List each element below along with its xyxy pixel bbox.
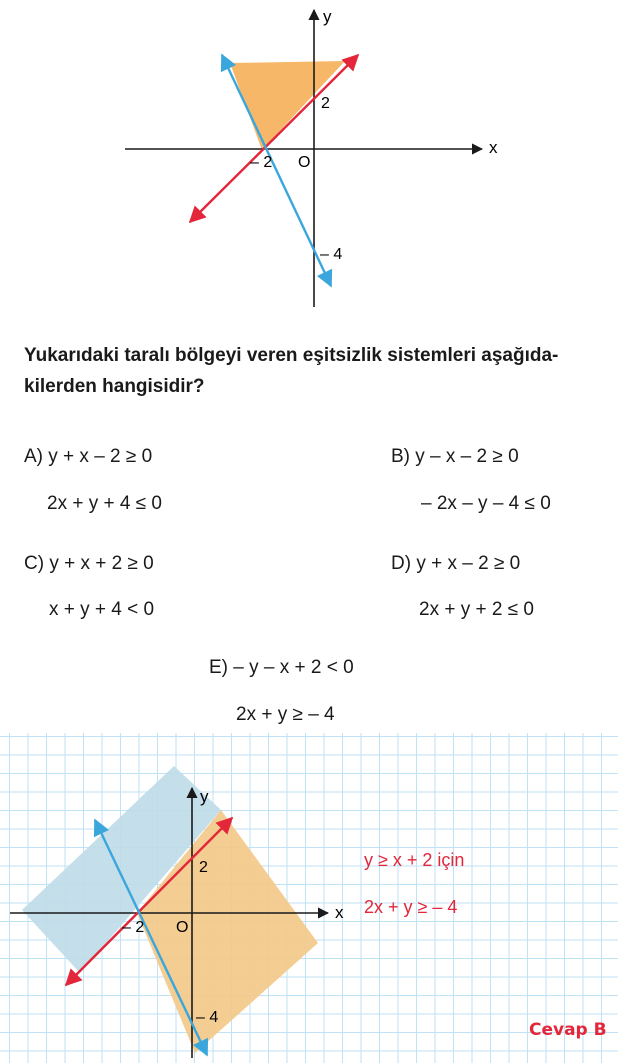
sol-label-y-neg4: – 4 — [196, 1009, 219, 1026]
choice-c-line2: x + y + 4 < 0 — [49, 599, 155, 620]
label-x-neg2: – 2 — [250, 154, 273, 171]
choice-a-line1: A) y + x – 2 ≥ 0 — [24, 446, 153, 467]
answer-label: Cevap B — [529, 1020, 607, 1040]
solution-graph — [0, 733, 618, 1063]
y-axis-label: y — [323, 7, 332, 26]
sol-label-y-2: 2 — [199, 859, 208, 876]
choice-e-line1: E) – y – x + 2 < 0 — [209, 657, 354, 678]
sol-label-x-neg2: – 2 — [122, 919, 145, 936]
problem-graph — [0, 0, 618, 320]
question-text: Yukarıdaki taralı bölgeyi veren eşitsizlik sistemleri aşağıda-kilerden hangisidir? — [24, 345, 559, 397]
sol-y-axis-label: y — [200, 787, 209, 806]
choice-d-line2: 2x + y + 2 ≤ 0 — [419, 599, 534, 620]
choice-c-line1: C) y + x + 2 ≥ 0 — [24, 553, 154, 574]
solution-line2: 2x + y ≥ – 4 — [364, 897, 458, 917]
origin-label: O — [298, 154, 311, 171]
choice-b-line1: B) y – x – 2 ≥ 0 — [391, 446, 519, 467]
sol-x-axis-label: x — [335, 903, 344, 922]
choice-d-line1: D) y + x – 2 ≥ 0 — [391, 553, 521, 574]
label-y-2: 2 — [321, 95, 330, 112]
solution-line1: y ≥ x + 2 için — [364, 850, 465, 870]
x-axis-label: x — [489, 138, 498, 157]
sol-origin-label: O — [176, 919, 189, 936]
choice-e-line2: 2x + y ≥ – 4 — [236, 704, 335, 725]
label-y-neg4: – 4 — [320, 246, 343, 263]
choice-b-line2: – 2x – y – 4 ≤ 0 — [421, 493, 551, 514]
choice-a-line2: 2x + y + 4 ≤ 0 — [47, 493, 162, 514]
